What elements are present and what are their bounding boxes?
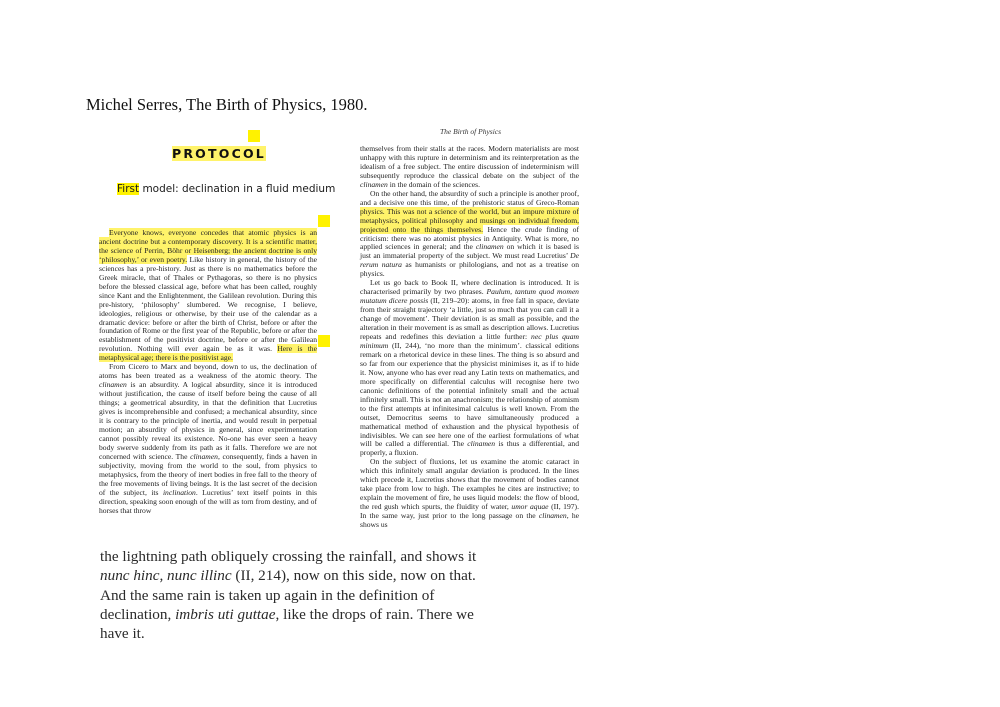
body-text: (II, 197). In the same way, just prior to the long passage on the [360,502,579,521]
highlighted-text: physics. This was not a science of the world, but an impure mixture of metaphysics, political philosophy and musings on individual freedom, projected onto the things themselves. [360,206,579,234]
chapter-heading-text: PROTOCOL [172,146,266,161]
body-text: , he shows us [360,511,579,530]
body-text: From Cicero to Marx and beyond, down to us, the declination of atoms has been treated as a weakness of the atomic theory. The [99,362,317,381]
italic-term: nec plus quam minimum [360,332,579,350]
right-page-text [360,145,579,530]
body-text: Hence the crude finding of criticism: there was no atomist physics in Antiquity. What is more, no applied sciences in general; and the [360,224,579,252]
body-text: the lightning path obliquely crossing the rainfall, and shows it [100,548,477,565]
section-subheading [117,183,335,195]
italic-term: clinamen [99,380,127,390]
subheading-first: First [117,183,140,195]
body-text: Let us go back to Book II, where declination is introduced. It is characterised primarily by two phrases. [360,278,579,297]
italic-term: nunc hinc, nunc illinc [100,567,232,585]
paragraph [99,229,317,363]
body-text: is an absurdity. A logical absurdity, since it is introduced without justification, the cause of itself before being the cause of all things; a geometrical absurdity, in that the definition that Lucretius gives is incomprehensible and confused; a mechanical absurdity, since it is contrary to the principle of inertia, and would result in perpetual motion; an absurdity of physics in general, since experimentation cannot possibly reveal its existence. No-one has ever seen a heavy body swerve suddenly from its path as it falls. Therefore we are not concerned with science. The [99,380,317,461]
italic-term: De rerum natura [360,251,579,270]
body-text: (II, 214), now on this side, now on that. And the same rain is taken up again in the definition of declination, [100,567,476,623]
yellow-marker [318,215,330,227]
body-text: in the domain of the sciences. [387,179,480,189]
italic-term: clinamen [475,242,504,252]
body-text: On the subject of fluxions, let us examine the atomic cataract in which this infinitely small angular deviation is produced. In the lines which precede it, Lucretius shows that the movement of bodies cannot take place from low to high. The examples he cites are instructive; to explain the movement of fire, he uses liquid models: the flow of blood, the red gush which spurts, the fluidity of water, [360,457,579,512]
italic-term: clinamen [538,511,567,521]
paragraph [360,145,579,190]
yellow-marker [318,335,330,347]
italic-term: inclination [162,487,196,497]
body-text: , like the drops of rain. There we have it. [100,605,474,643]
body-text: as humanists or philologians, and not as a treatise on physics. [360,260,579,279]
italic-term: imbris uti guttae [175,605,276,623]
body-text: . Lucretius’ text itself points in this direction, speaking soon enough of the will as torn from destiny, and of horses that throw [99,487,318,515]
paragraph [100,547,500,643]
body-text: Like history in general, the history of the sciences has a pre-history. Just as there is no mathematics before the Greek miracle, that of Thales or Pythagoras, so there is no physics before the blessed classical age, before what has been called, roughly since Kant and the Enlightenment, the Galilean revolution. During this pre-history, ‘philosophy’ slumbered. We recognise, I believe, ideologies, religious or otherwise, by their use of the calendar as a dramatic device: before or after the birth of Christ, before or after the foundation of Rome or the first year of the Republic, before or after the establishment of the positivist doctrine, before or after the Galilean revolution. Nothing will ever again be as it was. [99,254,317,354]
subheading-rest: model: declination in a fluid medium [139,183,336,195]
body-text: (II, 244), ‘no more than the minimum’. classical editions remark on a rhetorical device in these lines. The thing is so absurd and so far from our experience that the physicist minimises it, as if to hide it. Now, anyone who has ever read any Latin texts on mathematics, and more specifically on differential calculus will recognise here two canonic definitions of the potential infinitely small and the actual infinitely small. This is not an anachronism; the relationship of atomism to the first attempts at infinitesimal calculus is well known. From the outset, Democritus seems to have simultaneously produced a mathematical method of exhaustion and the physical hypothesis of indivisibles. We can see here one of the earliest formulations of what will be called a differential. The [360,340,579,449]
italic-term: clinamen [467,439,496,449]
highlighted-text: Here is the metaphysical age; there is the positivist age. [99,344,317,363]
body-text: is thus a differential, and properly, a fluxion. [360,439,580,458]
paragraph [360,458,579,530]
body-text: (II, 219–20): atoms, in free fall in space, deviate from their straight trajectory ‘a little, just so much that you can call it a change of movement’. Their deviation is as small as possible, and the alteration in their movement is as small as description allows. Lucretius repeats and redefines this deviation a little further: [360,296,579,342]
highlighted-text: Everyone knows, everyone concedes that atomic physics is an ancient doctrine but a contemporary discovery. It is a scientific matter, the science of Perrin, Böhr or Heisenberg; the ancient doctrine is only ‘philosophy,’ or even poetry. [99,228,317,264]
italic-term: clinamen [190,451,218,461]
yellow-marker [248,130,260,142]
running-title: The Birth of Physics [440,127,502,136]
body-text: , consequently, finds a haven in subjectivity, moving from the world to the soul, from physics to metaphysics, from the theory of inert bodies in free fall to the theory of the free movements of living beings. It is the last secret of the decision of the subject, its [99,451,317,497]
paragraph [99,363,317,515]
body-text: On the other hand, the absurdity of such a principle is another proof, and a decisive one this time, of the prehistoric status of Greco-Roman [360,188,579,207]
italic-term: clinamen [360,179,388,189]
body-text: on which it is based is just an immaterial property of the subject. We must read Lucretius’ [360,242,579,261]
italic-term: Paulum, tantum quod momen mutatum dicere possis [360,287,579,306]
document-caption: Michel Serres, The Birth of Physics, 1980. [86,95,368,114]
paragraph [360,279,579,458]
zoomed-excerpt [100,547,500,643]
paragraph [360,190,579,280]
chapter-heading [172,146,266,161]
body-text: themselves from their stalls at the races. Modern materialists are most unhappy with this rupture in determinism and its reinterpretation as the idealism of a free subject. The entire discussion of indeterminism will subsequently reproduce the classical debate on the subject of the [360,144,579,180]
left-page-text [99,229,317,516]
italic-term: umor aquae [511,502,549,512]
